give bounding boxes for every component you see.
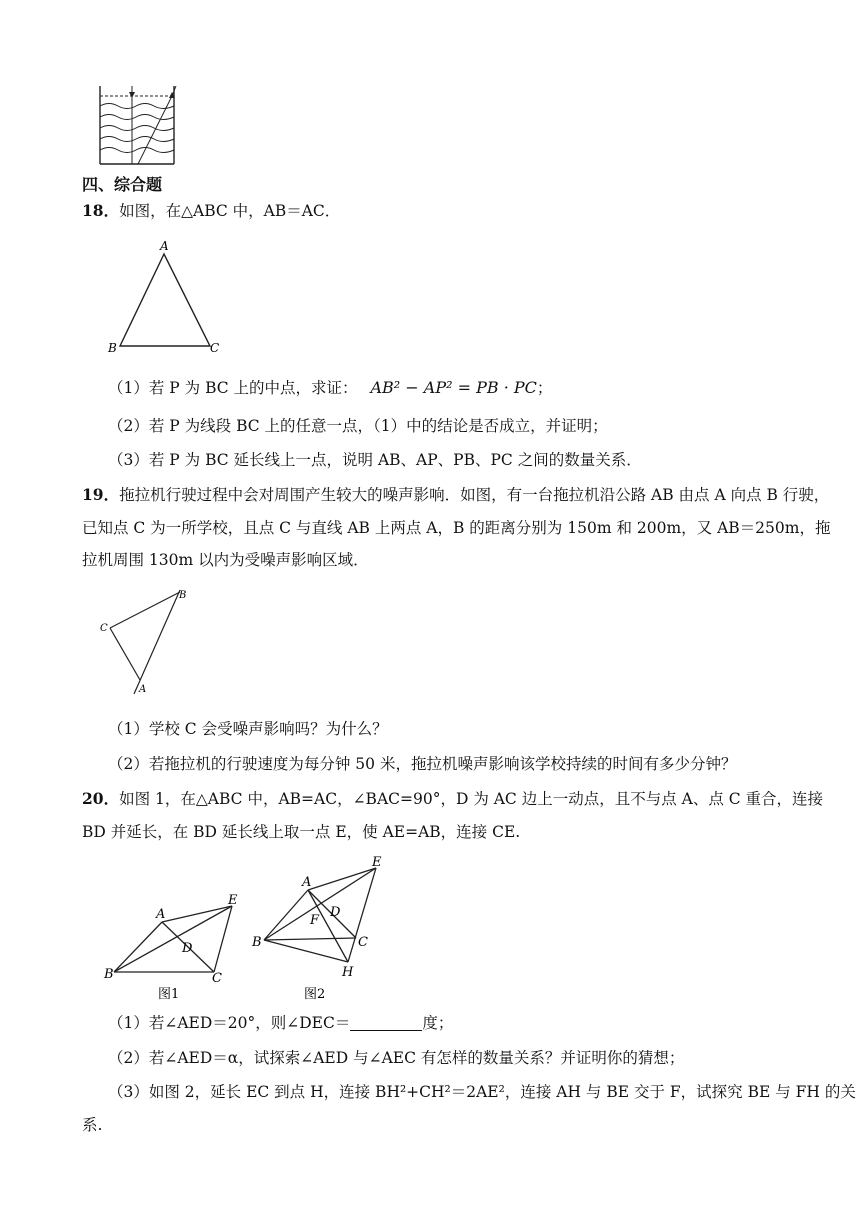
q20-figure2 <box>246 852 396 1006</box>
q20-fig1-label-c: C <box>212 971 222 986</box>
q18-part1-text: （1）若 P 为 BC 上的中点，求证： <box>108 379 358 397</box>
q18-label-a: A <box>160 239 169 253</box>
q20-fig2-label-c: C <box>358 935 368 950</box>
q18-stem <box>82 200 340 222</box>
q20-number: 20． <box>82 789 120 808</box>
q20-part1-suffix: 度； <box>422 1014 454 1032</box>
q20-part2: （2）若∠AED＝α，试探索∠AED 与∠AEC 有怎样的数量关系？并证明你的猜想； <box>108 1049 685 1067</box>
q19-label-c: C <box>100 623 108 634</box>
q18-formula: AB² − AP² = PB · PC <box>370 378 537 397</box>
q20-part1-text: （1）若∠AED＝20°，则∠DEC＝ <box>108 1014 351 1032</box>
q19-line1 <box>82 484 829 506</box>
q20-fig2-label-d: D <box>330 905 341 920</box>
q20-fig1-label-a: A <box>156 907 166 922</box>
q18-label-b: B <box>108 341 117 355</box>
q19-triangle-figure <box>96 584 196 700</box>
q20-fig1-caption: 图1 <box>158 987 180 1002</box>
q20-line1-text: 如图 1，在△ABC 中，AB=AC，∠BAC=90°，D 为 AC 边上一动点，且不与点 A、点 C 重合，连接 <box>119 790 824 808</box>
q20-line1 <box>82 788 823 810</box>
q20-line2: BD 并延长，在 BD 延长线上取一点 E，使 AE=AB，连接 CE. <box>82 823 521 841</box>
q19-label-a: A <box>139 684 147 695</box>
q20-figure1 <box>96 880 256 1006</box>
q20-fig2-label-h: H <box>342 965 354 980</box>
q19-label-b: B <box>179 590 187 601</box>
q18-part2: （2）若 P 为线段 BC 上的任意一点，（1）中的结论是否成立，并证明； <box>108 417 608 435</box>
q20-fig2-label-a: A <box>302 875 312 890</box>
q19-number: 19． <box>82 485 120 504</box>
q19-line3: 拉机周围 130m 以内为受噪声影响区域． <box>82 551 369 569</box>
q19-part2: （2）若拖拉机的行驶速度为每分钟 50 米，拖拉机噪声影响该学校持续的时间有多少分钟？ <box>108 755 737 773</box>
prev-question-figure <box>96 82 182 168</box>
q18-triangle-figure <box>100 236 230 358</box>
q20-fig1-label-b: B <box>104 967 114 982</box>
q19-part1: （1）学校 C 会受噪声影响吗？为什么？ <box>108 720 388 738</box>
section-heading: 四、综合题 <box>82 175 163 194</box>
q20-part3-line2: 系. <box>82 1116 103 1134</box>
q18-part1-suffix: ； <box>536 379 553 397</box>
q18-stem-text: 如图，在△ABC 中，AB＝AC． <box>119 202 341 220</box>
q18-part3: （3）若 P 为 BC 延长线上一点，说明 AB、AP、PB、PC 之间的数量关系． <box>108 451 642 469</box>
q20-fig1-label-d: D <box>182 941 193 956</box>
q18-part1 <box>108 377 552 399</box>
q18-label-c: C <box>210 341 220 355</box>
q20-fig2-label-e: E <box>372 855 382 870</box>
q20-part3-line1: （3）如图 2，延长 EC 到点 H，连接 BH²+CH²＝2AE²，连接 AH 与 BE 交于 F，试探究 BE 与 FH 的关 <box>108 1083 856 1101</box>
q20-fig2-label-b: B <box>252 935 262 950</box>
answer-blank[interactable] <box>350 1014 422 1031</box>
q20-fig1-label-e: E <box>228 893 238 908</box>
q18-number: 18． <box>82 201 120 220</box>
q20-part1 <box>108 1012 453 1034</box>
q20-fig2-caption: 图2 <box>304 987 326 1002</box>
q19-line2: 已知点 C 为一所学校，且点 C 与直线 AB 上两点 A，B 的距离分别为 150m 和 200m，又 AB＝250m，拖 <box>82 519 831 537</box>
q19-line1-text: 拖拉机行驶过程中会对周围产生较大的噪声影响．如图，有一台拖拉机沿公路 AB 由点 A 向点 B 行驶， <box>119 486 830 504</box>
q20-fig2-label-f: F <box>310 913 320 928</box>
